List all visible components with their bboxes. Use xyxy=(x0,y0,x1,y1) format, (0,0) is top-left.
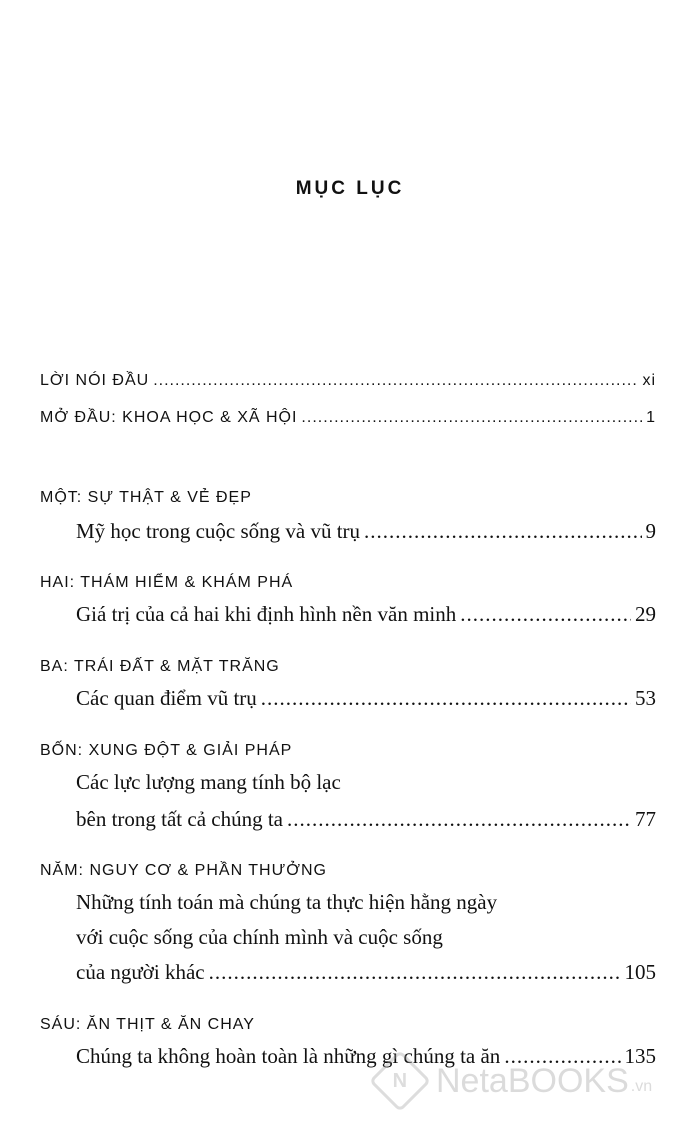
leader-dots xyxy=(287,807,631,832)
toc-entry-page: 135 xyxy=(624,1044,656,1068)
toc-entry-introduction[interactable] xyxy=(40,409,656,427)
leader-dots xyxy=(364,519,641,544)
toc-entry-chapter-4[interactable] xyxy=(76,807,656,832)
toc-entry-chapter-1[interactable] xyxy=(76,519,656,544)
chapter-heading: NĂM: NGUY CƠ & PHẦN THƯỞNG xyxy=(40,862,327,879)
leader-dots xyxy=(153,372,638,390)
brand-logo-icon: N xyxy=(369,1050,431,1112)
toc-entry-page: 1 xyxy=(646,409,656,426)
toc-entry-text-line: Những tính toán mà chúng ta thực hiện hằng ngày xyxy=(76,890,498,914)
page-title: MỤC LỤC xyxy=(295,178,405,199)
toc-entry-label: MỞ ĐẦU: KHOA HỌC & XÃ HỘI xyxy=(40,409,298,426)
toc-entry-page: 9 xyxy=(645,519,656,543)
leader-dots xyxy=(261,686,631,711)
watermark-brand: NetaBOOKS xyxy=(436,1061,629,1100)
chapter-heading: BỐN: XUNG ĐỘT & GIẢI PHÁP xyxy=(40,742,293,759)
toc-entry-label: Mỹ học trong cuộc sống và vũ trụ xyxy=(76,519,361,543)
chapter-heading: SÁU: ĂN THỊT & ĂN CHAY xyxy=(40,1016,255,1033)
chapter-heading: MỘT: SỰ THẬT & VẺ ĐẸP xyxy=(40,489,252,506)
chapter-heading: BA: TRÁI ĐẤT & MẶT TRĂNG xyxy=(40,658,280,675)
toc-entry-label: của người khác xyxy=(76,960,205,984)
toc-entry-page: 77 xyxy=(635,807,656,831)
toc-entry-text-line: Các lực lượng mang tính bộ lạc xyxy=(76,770,341,794)
toc-entry-chapter-3[interactable] xyxy=(76,686,656,711)
toc-entry-label: LỜI NÓI ĐẦU xyxy=(40,372,150,389)
leader-dots xyxy=(301,409,642,427)
toc-entry-label: Chúng ta không hoàn toàn là những gì chúng ta ăn xyxy=(76,1044,501,1068)
toc-entry-label: Các quan điểm vũ trụ xyxy=(76,686,257,710)
toc-entry-label: Giá trị của cả hai khi định hình nền văn minh xyxy=(76,602,457,626)
watermark xyxy=(372,1056,692,1106)
toc-entry-chapter-2[interactable] xyxy=(76,602,656,627)
toc-entry-page: xi xyxy=(642,372,656,389)
toc-entry-preface[interactable] xyxy=(40,372,656,390)
leader-dots xyxy=(460,602,631,627)
toc-entry-page: 29 xyxy=(635,602,656,626)
watermark-suffix: .vn xyxy=(630,1078,653,1095)
toc-entry-page: 53 xyxy=(635,686,656,710)
toc-entry-page: 105 xyxy=(624,960,656,984)
toc-entry-chapter-5[interactable] xyxy=(76,960,656,985)
toc-entry-text-line: với cuộc sống của chính mình và cuộc sống xyxy=(76,925,443,949)
toc-entry-label: bên trong tất cả chúng ta xyxy=(76,807,284,831)
chapter-heading: HAI: THÁM HIỂM & KHÁM PHÁ xyxy=(40,574,294,591)
leader-dots xyxy=(209,960,621,985)
